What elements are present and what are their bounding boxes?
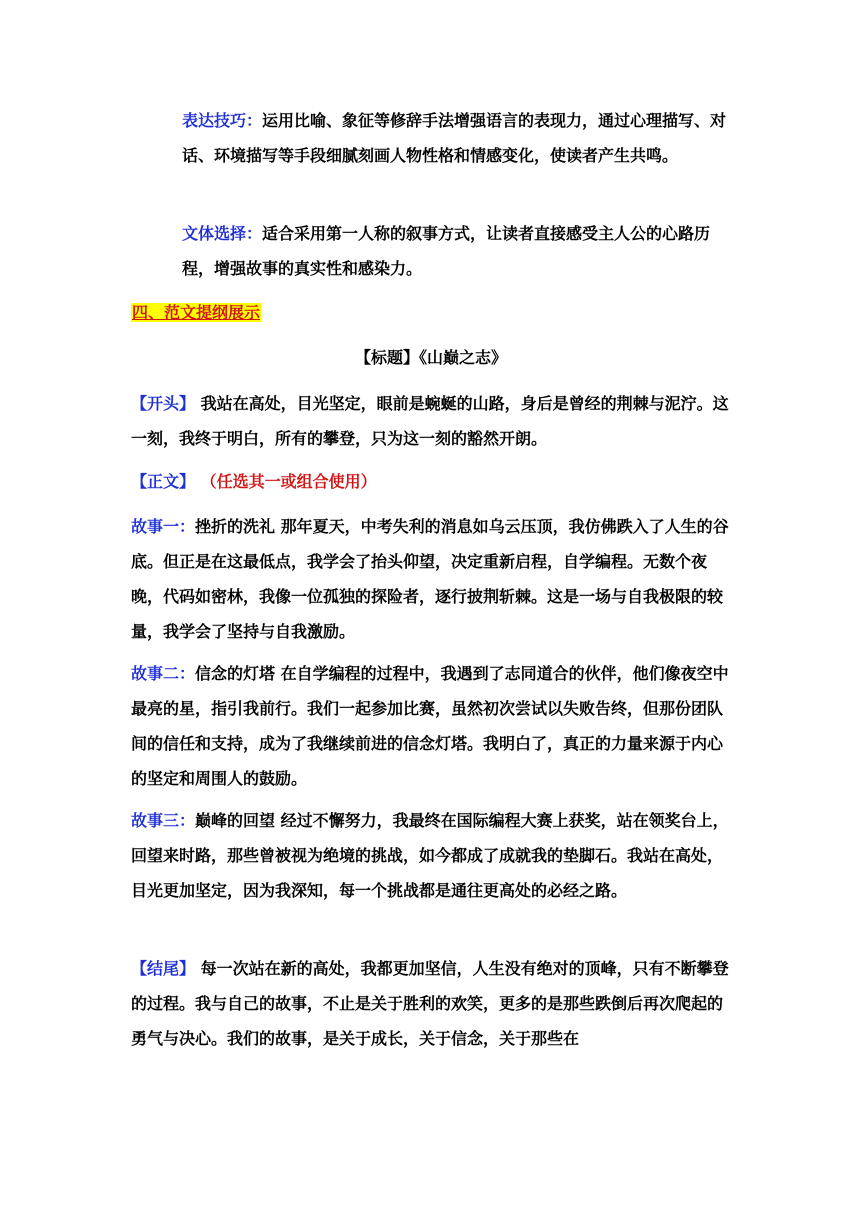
ending-label: 【结尾】 bbox=[131, 959, 196, 978]
opening-label: 【开头】 bbox=[131, 394, 196, 413]
story3-paragraph bbox=[131, 803, 731, 908]
story2-paragraph bbox=[131, 656, 731, 796]
ending-paragraph bbox=[131, 951, 731, 1056]
ending-text: 每一次站在新的高处，我都更加坚信，人生没有绝对的顶峰，只有不断攀登的过程。我与自己的故事，不止是关于胜利的欢笑，更多的是那些跌倒后再次爬起的勇气与决心。我们的故事，是关于成长，关于信念，关于那些在 bbox=[131, 959, 729, 1048]
story1-paragraph bbox=[131, 509, 731, 649]
story1-label: 故事一： bbox=[131, 517, 196, 536]
story3-text: 巅峰的回望 经过不懈努力，我最终在国际编程大赛上获奖，站在领奖台上，回望来时路，那些曾被视为绝境的挑战，如今都成了成就我的垫脚石。我站在高处，目光更加坚定，因为我深知，每一个挑战都是通往更高处的必经之路。 bbox=[131, 811, 729, 900]
opening-paragraph bbox=[131, 386, 731, 456]
story3-label: 故事三： bbox=[131, 811, 196, 830]
section-heading bbox=[131, 295, 731, 330]
story2-text: 信念的灯塔 在自学编程的过程中，我遇到了志同道合的伙伴，他们像夜空中最亮的星，指引我前行。我们一起参加比赛，虽然初次尝试以失败告终，但那份团队间的信任和支持，成为了我继续前进的信念灯塔。我明白了，真正的力量来源于内心的坚定和周围人的鼓励。 bbox=[131, 664, 729, 788]
technique-text: 运用比喻、象征等修辞手法增强语言的表现力，通过心理描写、对话、环境描写等手段细腻刻画人物性格和情感变化，使读者产生共鸣。 bbox=[182, 111, 727, 165]
essay-title: 【标题】《山巅之志》 bbox=[354, 348, 507, 367]
style-paragraph bbox=[182, 216, 727, 286]
opening-text: 我站在高处，目光坚定，眼前是蜿蜒的山路，身后是曾经的荆棘与泥泞。这一刻，我终于明白，所有的攀登，只为这一刻的豁然开朗。 bbox=[131, 394, 729, 448]
section-heading-text: 四、范文提纲展示 bbox=[132, 303, 261, 322]
story2-label: 故事二： bbox=[131, 664, 196, 683]
body-heading bbox=[131, 464, 731, 499]
body-note: （任选其一或组合使用） bbox=[195, 472, 377, 491]
technique-paragraph bbox=[182, 103, 727, 173]
body-label: 【正文】 bbox=[131, 472, 196, 491]
style-text: 适合采用第一人称的叙事方式，让读者直接感受主人公的心路历程，增强故事的真实性和感染力。 bbox=[182, 224, 711, 278]
technique-label: 表达技巧： bbox=[182, 111, 263, 130]
story1-text: 挫折的洗礼 那年夏天，中考失利的消息如乌云压顶，我仿佛跌入了人生的谷底。但正是在这最低点，我学会了抬头仰望，决定重新启程，自学编程。无数个夜晚，代码如密林，我像一位孤独的探险者，逐行披荆斩棘。这是一场与自我极限的较量，我学会了坚持与自我激励。 bbox=[131, 517, 729, 641]
style-label: 文体选择： bbox=[182, 224, 263, 243]
